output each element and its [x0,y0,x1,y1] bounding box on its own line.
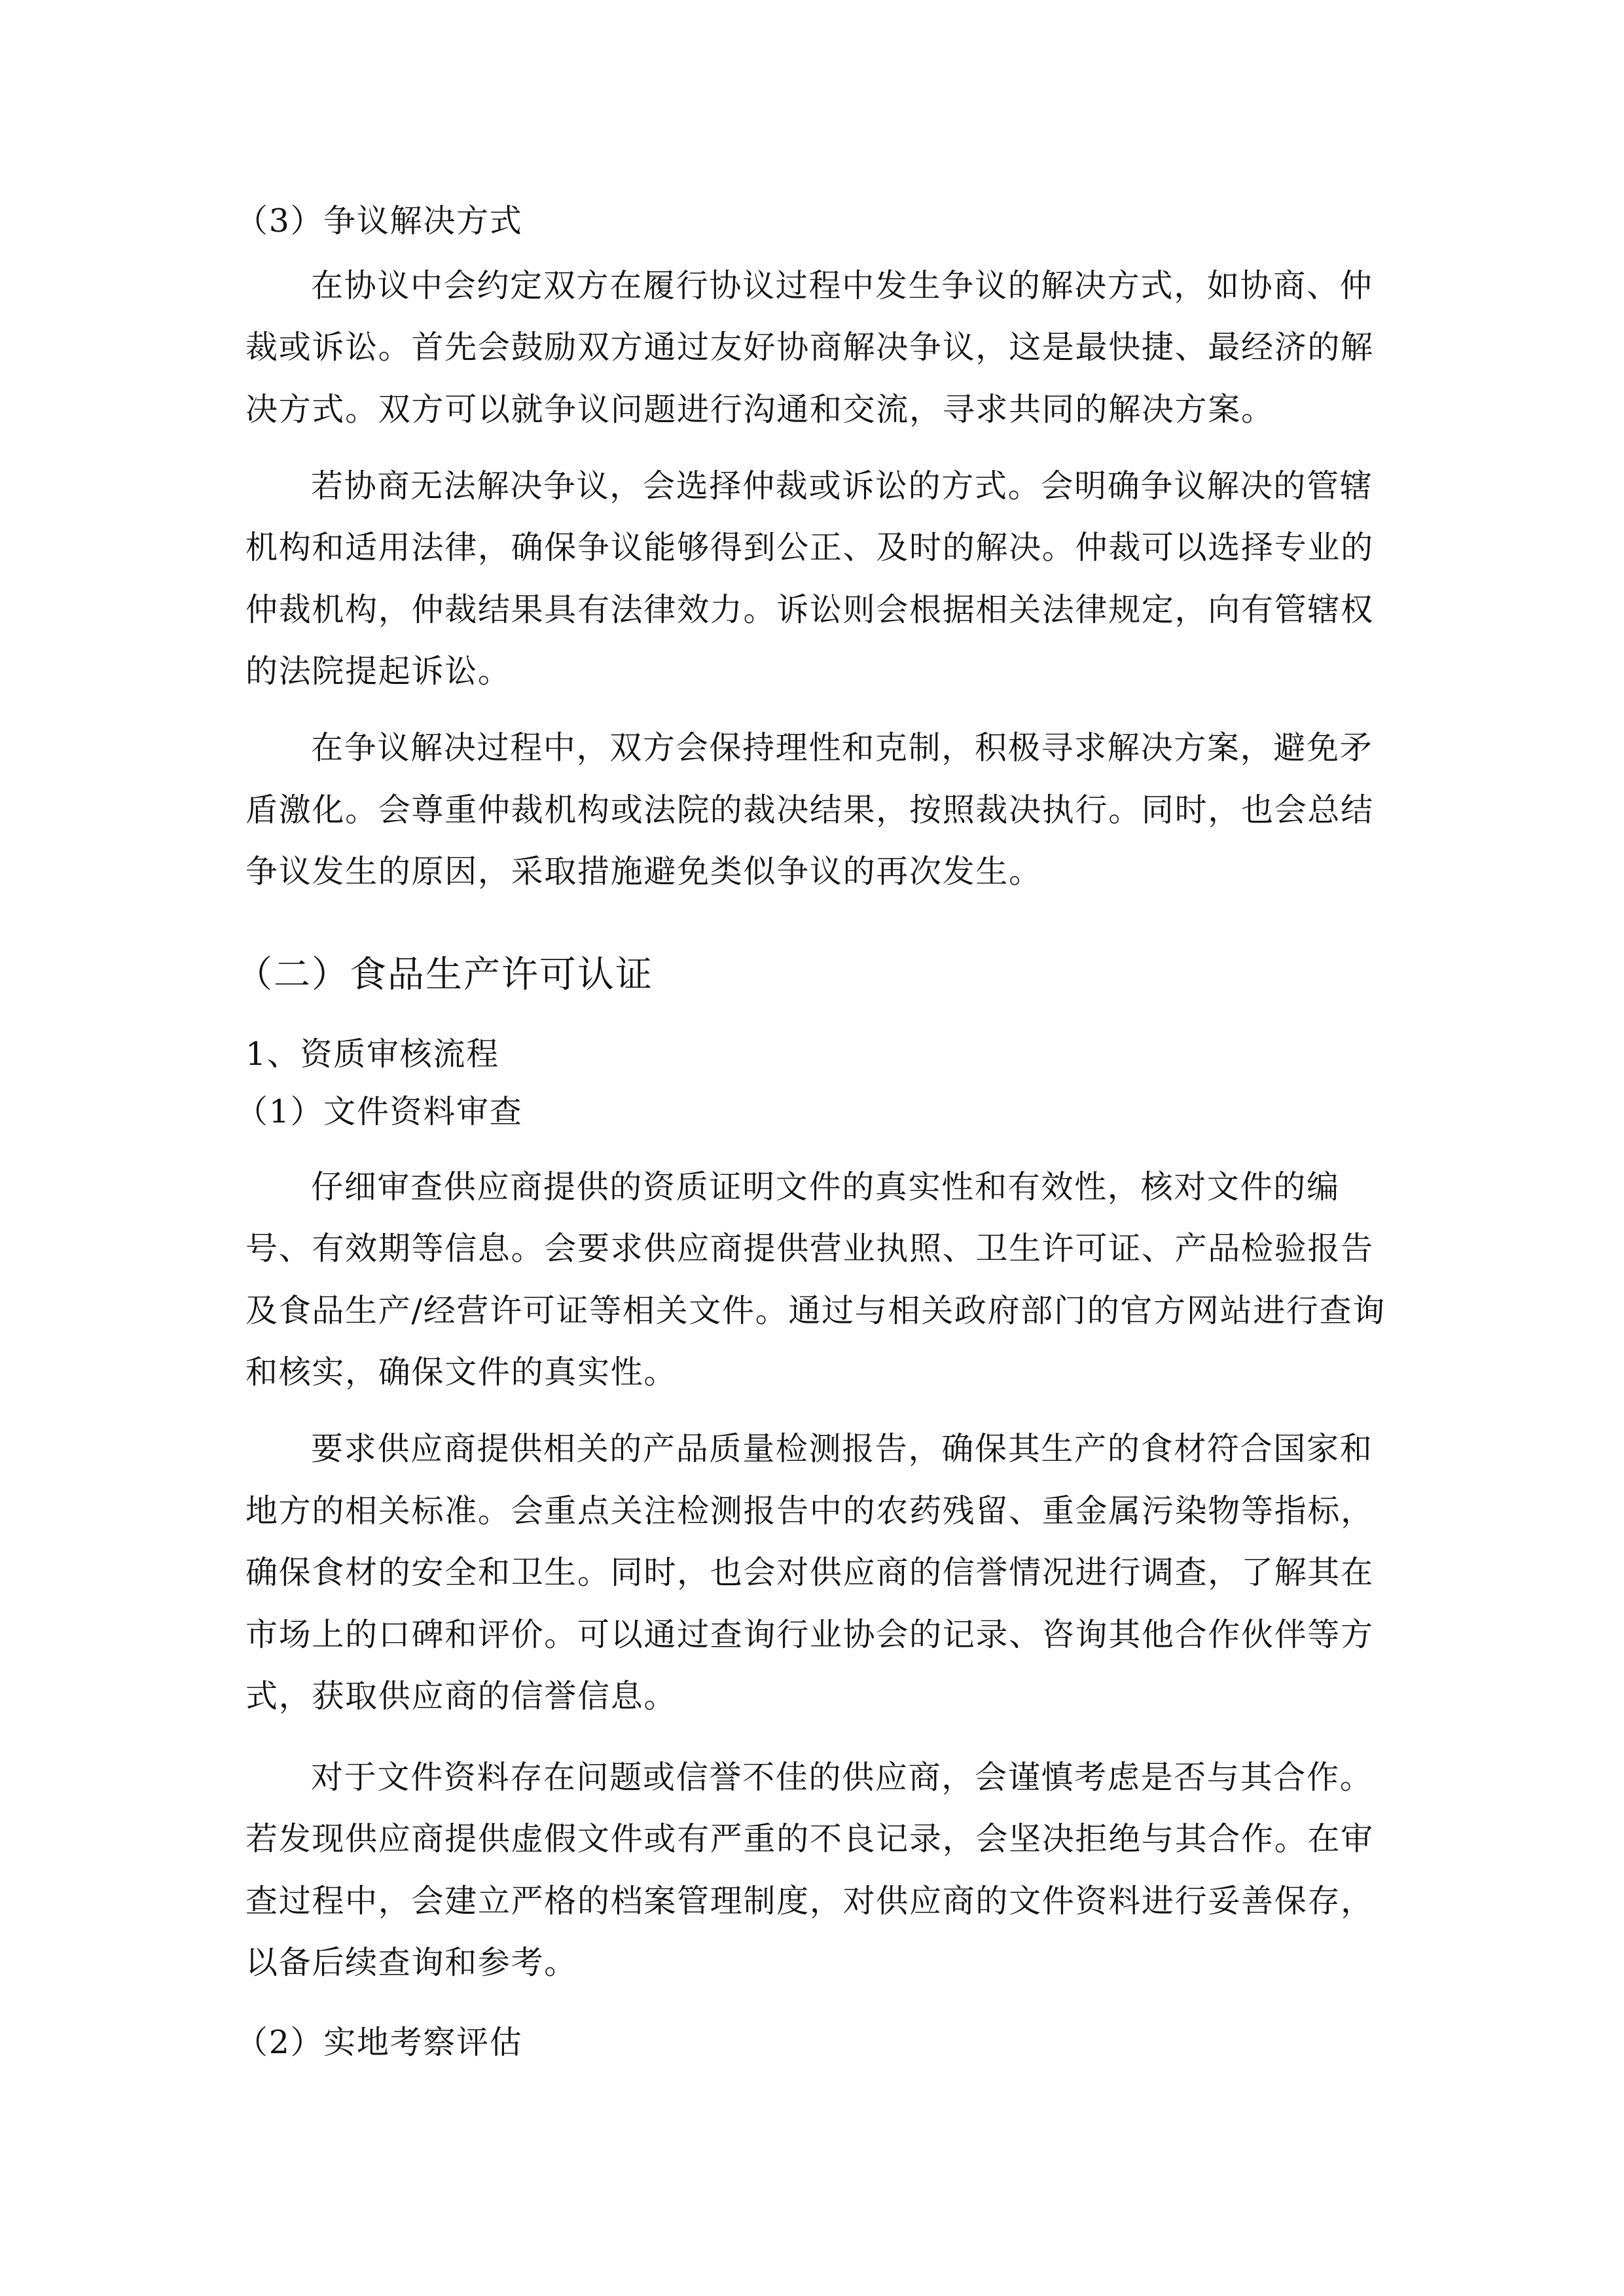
paragraph-line: 决方式。双方可以就争议问题进行沟通和交流，寻求共同的解决方案。 [245,391,1274,428]
paragraph-line: 地方的相关标准。会重点关注检测报告中的农药残留、重金属污染物等指标， [245,1492,1374,1530]
paragraph-line: 及食品生产/经营许可证等相关文件。通过与相关政府部门的官方网站进行查询 [245,1292,1386,1329]
paragraph-line: 以备后续查询和参考。 [245,1944,578,1981]
paragraph-line: 若协商无法解决争议，会选择仲裁或诉讼的方式。会明确争议解决的管辖 [311,467,1373,505]
item-heading: （1）文件资料审查 [236,1093,523,1130]
paragraph-line: 对于文件资料存在问题或信誉不佳的供应商，会谨慎考虑是否与其合作。 [311,1759,1373,1796]
paragraph-line: 在争议解决过程中，双方会保持理性和克制，积极寻求解决方案，避免矛 [311,729,1373,766]
paragraph-line: 的法院提起诉讼。 [245,653,511,690]
subsection-heading: 1、资质审核流程 [245,1035,499,1073]
paragraph-line: 式，获取供应商的信誉信息。 [245,1677,677,1715]
paragraph-line: 盾激化。会尊重仲裁机构或法院的裁决结果，按照裁决执行。同时，也会总结 [245,791,1374,829]
paragraph-line: 仲裁机构，仲裁结果具有法律效力。诉讼则会根据相关法律规定，向有管辖权 [245,591,1374,628]
item-heading: （3）争议解决方式 [236,202,523,240]
paragraph-line: 确保食材的安全和卫生。同时，也会对供应商的信誉情况进行调查，了解其在 [245,1554,1374,1591]
item-heading: （2）实地考察评估 [236,2024,523,2061]
paragraph-line: 仔细审查供应商提供的资质证明文件的真实性和有效性，核对文件的编 [311,1168,1340,1206]
paragraph-line: 若发现供应商提供虚假文件或有严重的不良记录，会坚决拒绝与其合作。在审 [245,1820,1374,1857]
paragraph-line: 机构和适用法律，确保争议能够得到公正、及时的解决。仲裁可以选择专业的 [245,529,1374,566]
section-heading: （二）食品生产许可认证 [236,954,653,996]
paragraph-line: 号、有效期等信息。会要求供应商提供营业执照、卫生许可证、产品检验报告 [245,1230,1374,1267]
paragraph-line: 市场上的口碑和评价。可以通过查询行业协会的记录、咨询其他合作伙伴等方 [245,1616,1374,1653]
paragraph-line: 要求供应商提供相关的产品质量检测报告，确保其生产的食材符合国家和 [311,1430,1373,1467]
paragraph-line: 争议发生的原因，采取措施避免类似争议的再次发生。 [245,853,1042,890]
paragraph-line: 在协议中会约定双方在履行协议过程中发生争议的解决方式，如协商、仲 [311,267,1373,304]
paragraph-line: 裁或诉讼。首先会鼓励双方通过友好协商解决争议，这是最快捷、最经济的解 [245,329,1374,366]
paragraph-line: 查过程中，会建立严格的档案管理制度，对供应商的文件资料进行妥善保存， [245,1882,1374,1920]
paragraph-line: 和核实，确保文件的真实性。 [245,1354,677,1391]
